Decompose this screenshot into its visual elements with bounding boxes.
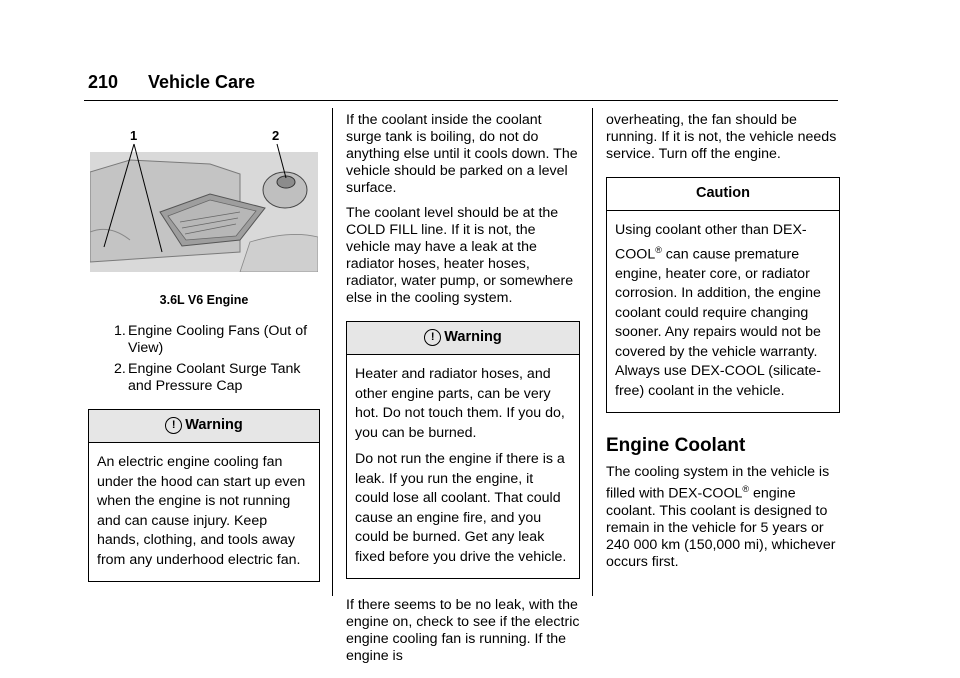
caution-header: Caution — [607, 178, 839, 211]
warning-box-fan — [88, 409, 320, 582]
section-heading: Engine Coolant — [606, 435, 746, 457]
caution-box — [606, 177, 840, 413]
caution-body: Using coolant other than DEX-COOL® can cause premature engine, heater core, or radiator corrosion. In addition, the engine coolant could require changing sooner. Any repairs would not be covered by the vehicle warranty. Always use DEX-COOL (silicate-free) coolant in the vehicle. — [615, 222, 822, 399]
paragraph: The cooling system in the vehicle is filled with DEX-COOL® engine coolant. This coolant is designed to remain in the vehicle for 5 years or 240 000 km (150,000 mi), whichever occurs first. — [606, 464, 836, 570]
page-header — [84, 70, 838, 101]
warning-icon: ! — [424, 329, 441, 346]
figure-caption: 3.6L V6 Engine — [159, 293, 249, 307]
warning-header: ! Warning — [89, 410, 319, 443]
paragraph: If there seems to be no leak, with the engine on, check to see if the electric engine cooling fan is running. If the engine is — [346, 597, 580, 664]
warning-body: Heater and radiator hoses, and other engine parts, can be very hot. Do not touch them. If you do, you can be burned. Do not run the engine if there is a leak. If you run the engine, it could lose all coolant. That could cause an engine fire, and you could be burned. Get any leak fixed before you drive the vehicle. — [355, 366, 567, 565]
page-number: 210 — [88, 72, 119, 92]
column-3 — [606, 112, 840, 579]
warning-body: An electric engine cooling fan under the hood can start up even when the engine is not running and can cause injury. Keep hands, clothing, and tools away from any underhood electric fan. — [97, 454, 306, 568]
column-1 — [88, 112, 320, 582]
paragraph: overheating, the fan should be running. If it is not, the vehicle needs service. Turn off the engine. — [606, 112, 837, 162]
engine-illustration — [90, 112, 318, 272]
engine-figure — [90, 112, 318, 272]
legend-item: 2. Engine Coolant Surge Tank and Pressure Cap — [114, 361, 301, 394]
column-divider-2 — [592, 108, 593, 596]
callout-1: 1 — [130, 128, 138, 143]
warning-icon: ! — [165, 417, 182, 434]
column-divider-1 — [332, 108, 333, 596]
warning-box-hoses — [346, 321, 580, 579]
paragraph: The coolant level should be at the COLD FILL line. If it is not, the vehicle may have a leak at the radiator hoses, heater hoses, radiator, water pump, or somewhere else in the cooling system. — [346, 205, 574, 306]
legend-item: 1. Engine Cooling Fans (Out of View) — [114, 323, 308, 356]
column-2 — [346, 112, 580, 673]
warning-header: ! Warning — [347, 322, 579, 355]
paragraph: If the coolant inside the coolant surge tank is boiling, do not do anything else until it cools down. The vehicle should be parked on a level surface. — [346, 112, 578, 196]
section-title: Vehicle Care — [148, 72, 256, 92]
figure-legend — [88, 323, 320, 395]
callout-2: 2 — [272, 128, 280, 143]
